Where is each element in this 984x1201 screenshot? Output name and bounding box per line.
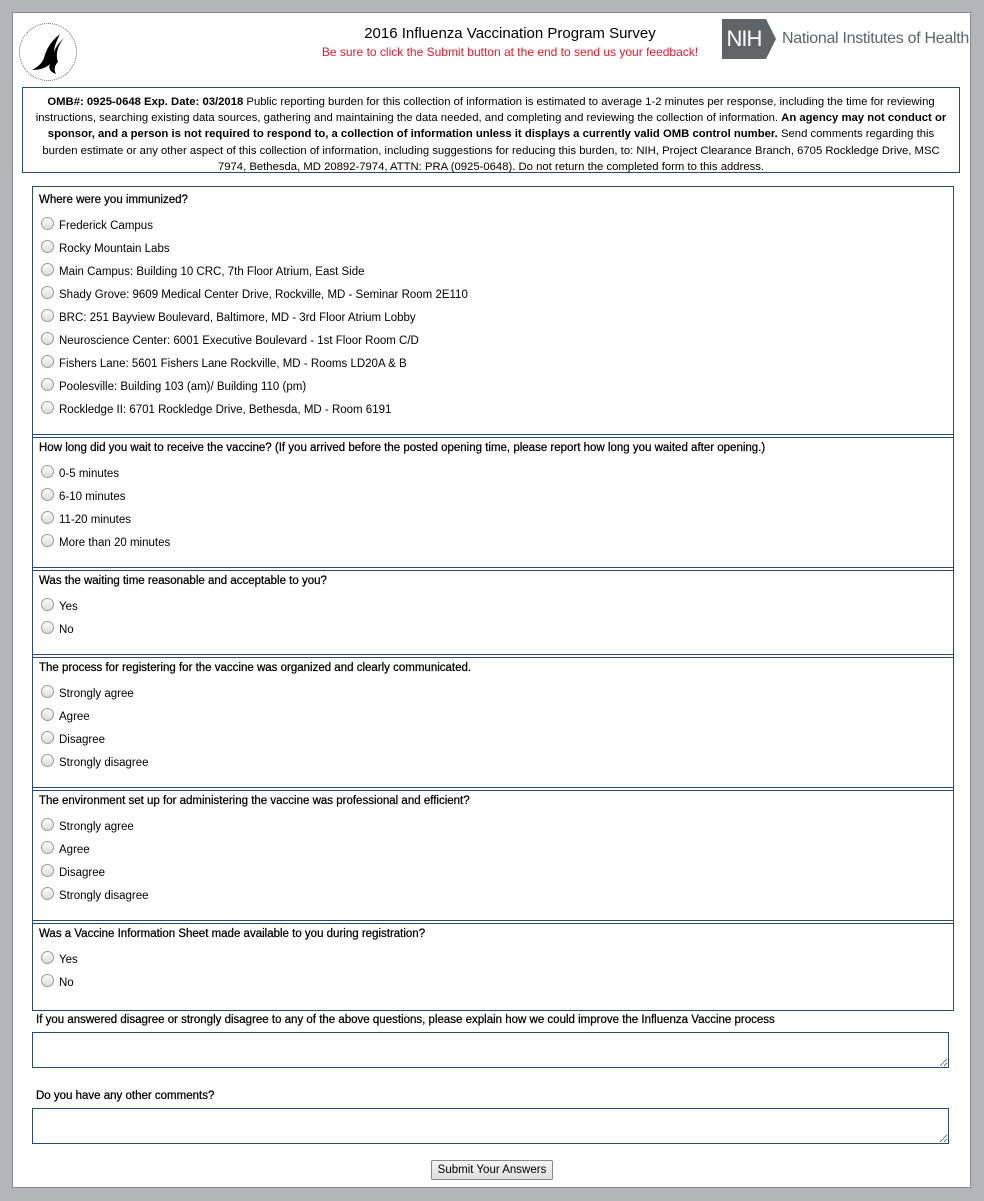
nih-logo-name: National Institutes of Health [782,30,969,47]
question-title: The environment set up for administering the vaccine was professional and efficient? [39,795,470,807]
nih-logo [722,19,969,59]
question-group [32,787,954,924]
answer-option-label: Strongly agree [59,688,134,700]
nih-logo-mark: NIH [722,19,766,59]
radio-button[interactable] [41,488,54,501]
radio-button[interactable] [41,951,54,964]
radio-button[interactable] [41,754,54,767]
omb-number: OMB#: 0925-0648 Exp. Date: 03/2018 [47,96,244,108]
radio-button[interactable] [41,887,54,900]
submit-button[interactable]: Submit Your Answers [431,1160,553,1180]
radio-button[interactable] [41,511,54,524]
question-title: Was a Vaccine Information Sheet made available to you during registration? [39,928,426,940]
answer-option-label: Yes [59,954,78,966]
answer-option[interactable] [41,537,170,549]
answer-option-label: Neuroscience Center: 6001 Executive Boulevard - 1st Floor Room C/D [59,335,419,347]
omb-comments-text: Send comments regarding this burden estimate or any other aspect of this collection of information, including suggestions for reducing this burden, to: NIH, Project Clearance Branch, 6705 Rockledge Drive, MSC 7974, Bethesda, MD 20892-7974, ATTN: PRA (0925-0648). Do not return the completed form to this address. [42,128,940,173]
radio-button[interactable] [41,401,54,414]
radio-button[interactable] [41,534,54,547]
comments-label: Do you have any other comments? [36,1090,215,1102]
radio-button[interactable] [41,355,54,368]
question-group [32,654,954,791]
answer-option-label: Frederick Campus [59,220,153,232]
radio-button[interactable] [41,309,54,322]
answer-option[interactable] [41,381,306,393]
submit-reminder: Be sure to click the Submit button at the end to send us your feedback! [321,45,699,59]
radio-button[interactable] [41,974,54,987]
answer-option[interactable] [41,266,365,278]
answer-option[interactable] [41,954,78,966]
answer-option[interactable] [41,734,105,746]
radio-button[interactable] [41,731,54,744]
omb-agency-notice: An agency may not conduct or sponsor, and a person is not required to respond to, a collection of information unless it displays a currently valid OMB control number. [47,112,947,141]
answer-option[interactable] [41,601,78,613]
answer-option[interactable] [41,711,90,723]
question-group [32,434,954,571]
answer-option-label: Rockledge II: 6701 Rockledge Drive, Bethesda, MD - Room 6191 [59,404,392,416]
answer-option[interactable] [41,335,419,347]
answer-option-label: 11-20 minutes [59,514,132,526]
question-title: Where were you immunized? [39,194,188,206]
radio-button[interactable] [41,217,54,230]
answer-option-label: Rocky Mountain Labs [59,243,170,255]
radio-button[interactable] [41,598,54,611]
radio-button[interactable] [41,263,54,276]
answer-option[interactable] [41,289,468,301]
answer-option-label: 0-5 minutes [59,468,120,480]
answer-option[interactable] [41,688,134,700]
radio-button[interactable] [41,621,54,634]
answer-option-label: No [59,977,74,989]
answer-option-label: 6-10 minutes [59,491,126,503]
answer-option-label: Strongly agree [59,821,134,833]
answer-option-label: Agree [59,844,90,856]
answer-option[interactable] [41,821,134,833]
radio-button[interactable] [41,378,54,391]
question-group [32,920,954,1011]
radio-button[interactable] [41,841,54,854]
answer-option-label: BRC: 251 Bayview Boulevard, Baltimore, MD - 3rd Floor Atrium Lobby [59,312,416,324]
answer-option-label: Main Campus: Building 10 CRC, 7th Floor Atrium, East Side [59,266,365,278]
answer-option-label: Fishers Lane: 5601 Fishers Lane Rockville, MD - Rooms LD20A & B [59,358,407,370]
answer-option-label: No [59,624,74,636]
answer-option-label: Poolesville: Building 103 (am)/ Building 110 (pm) [59,381,307,393]
answer-option[interactable] [41,890,149,902]
answer-option-label: Disagree [59,867,106,879]
hhs-seal-logo [19,23,77,81]
answer-option[interactable] [41,624,74,636]
radio-button[interactable] [41,818,54,831]
answer-option[interactable] [41,358,407,370]
answer-option-label: Agree [59,711,90,723]
answer-option[interactable] [41,312,416,324]
radio-button[interactable] [41,332,54,345]
page-title: 2016 Influenza Vaccination Program Survey [364,25,656,42]
answer-option[interactable] [41,514,131,526]
answer-option-label: Strongly disagree [59,890,149,902]
question-title: The process for registering for the vaccine was organized and clearly communicated. [39,662,472,674]
answer-option-label: Shady Grove: 9609 Medical Center Drive, Rockville, MD - Seminar Room 2E110 [59,289,468,301]
answer-option[interactable] [41,243,170,255]
answer-option-label: Yes [59,601,78,613]
answer-option[interactable] [41,491,125,503]
comments-textarea[interactable] [32,1108,949,1144]
nih-chevron-icon [766,19,776,59]
survey-page [12,12,971,1188]
improve-textarea[interactable] [32,1032,949,1068]
answer-option-label: More than 20 minutes [59,537,171,549]
radio-button[interactable] [41,864,54,877]
answer-option-label: Strongly disagree [59,757,149,769]
radio-button[interactable] [41,465,54,478]
question-title: How long did you wait to receive the vaccine? (If you arrived before the posted opening time, please report how long you waited after opening.) [39,442,766,454]
answer-option-label: Disagree [59,734,106,746]
answer-option[interactable] [41,468,119,480]
improve-label: If you answered disagree or strongly disagree to any of the above questions, please explain how we could improve the Influenza Vaccine process [36,1014,775,1026]
radio-button[interactable] [41,708,54,721]
question-title: Was the waiting time reasonable and acceptable to you? [39,575,327,587]
answer-option[interactable] [41,757,149,769]
answer-option[interactable] [41,844,90,856]
question-group [32,567,954,658]
omb-notice [22,87,960,173]
answer-option[interactable] [41,977,74,989]
answer-option[interactable] [41,867,105,879]
radio-button[interactable] [41,685,54,698]
question-group [32,186,954,438]
radio-button[interactable] [41,240,54,253]
omb-burden-text: Public reporting burden for this collection of information is estimated to average 1-2 minutes per response, including the time for reviewing instructions, searching existing data sources, gathering and maintaining the data needed, and completing and reviewing the collection of information. [35,96,935,125]
radio-button[interactable] [41,286,54,299]
answer-option[interactable] [41,220,153,232]
answer-option[interactable] [41,404,391,416]
